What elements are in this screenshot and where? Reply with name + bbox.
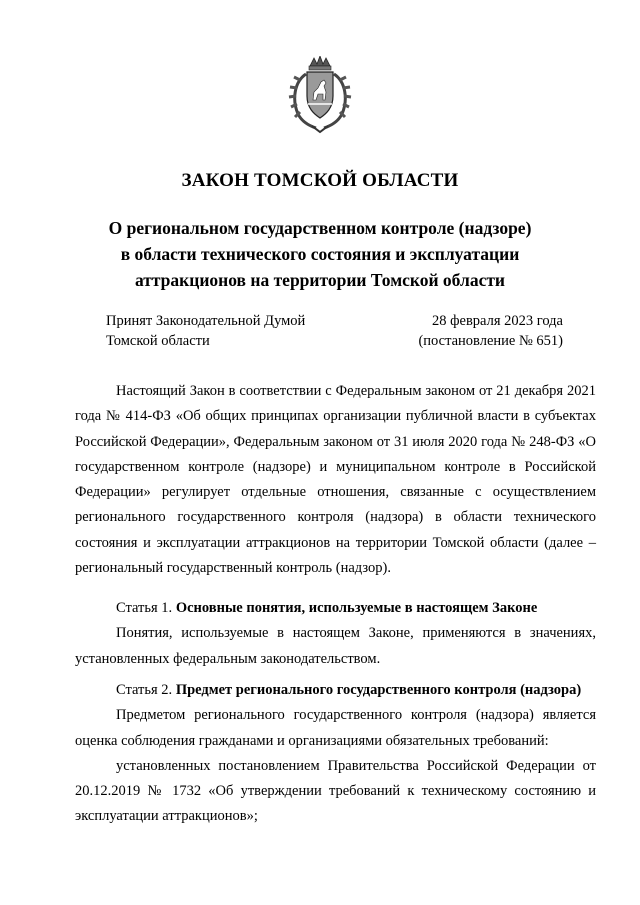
article-title: Основные понятия, используемые в настоящем Законе	[175, 600, 538, 616]
article-2	[75, 678, 596, 830]
article-title: Предмет регионального государственного контроля (надзора)	[175, 682, 582, 698]
coat-of-arms-icon	[288, 56, 352, 134]
adoption-body-line: Принят Законодательной Думой	[106, 313, 306, 329]
adoption-date-line: 28 февраля 2023 года	[431, 313, 563, 329]
preamble	[75, 379, 596, 581]
article-heading	[75, 596, 596, 621]
article-paragraph: Понятия, используемые в настоящем Законе, применяются в значениях, установленных федеральным законодательством.	[75, 625, 596, 667]
article-paragraph: установленных постановлением Правительства Российской Федерации от 20.12.2019 № 1732 «Об утверждении требований к техническому состоянию и эксплуатации аттракционов»;	[75, 757, 596, 825]
law-subject	[60, 215, 580, 293]
adoption-body-line: Томской области	[106, 333, 210, 349]
article-heading	[75, 678, 596, 703]
subject-line: О региональном государственном контроле (надзоре)	[108, 218, 532, 238]
preamble-paragraph: Настоящий Закон в соответствии с Федеральным законом от 21 декабря 2021 года № 414-ФЗ «Об общих принципах организации публичной власти в субъектах Российской Федерации», Федеральным законом от 31 июля 2020 года № 248-ФЗ «О государственном контроле (надзоре) и муниципальном контроле в Российской Федерации» регулирует отдельные отношения, связанные с осуществлением регионального государственного контроля (надзора) в области технического состояния и эксплуатации аттракционов на территории Томской области (далее – региональный государственный контроль (надзор).	[75, 383, 596, 577]
article-number: Статья 2.	[116, 682, 173, 698]
article-paragraph: Предметом регионального государственного контроля (надзора) является оценка соблюдения гражданами и организациями обязательных требований:	[75, 707, 596, 749]
article-1	[75, 596, 596, 672]
article-number: Статья 1.	[116, 600, 173, 616]
subject-line: аттракционов на территории Томской области	[134, 270, 506, 290]
adoption-body	[106, 311, 305, 351]
adoption-date	[418, 311, 563, 351]
subject-line: в области технического состояния и эксплуатации	[120, 244, 520, 264]
law-title: ЗАКОН ТОМСКОЙ ОБЛАСТИ	[181, 170, 459, 191]
adoption-resolution-line: (постановление № 651)	[418, 333, 563, 349]
